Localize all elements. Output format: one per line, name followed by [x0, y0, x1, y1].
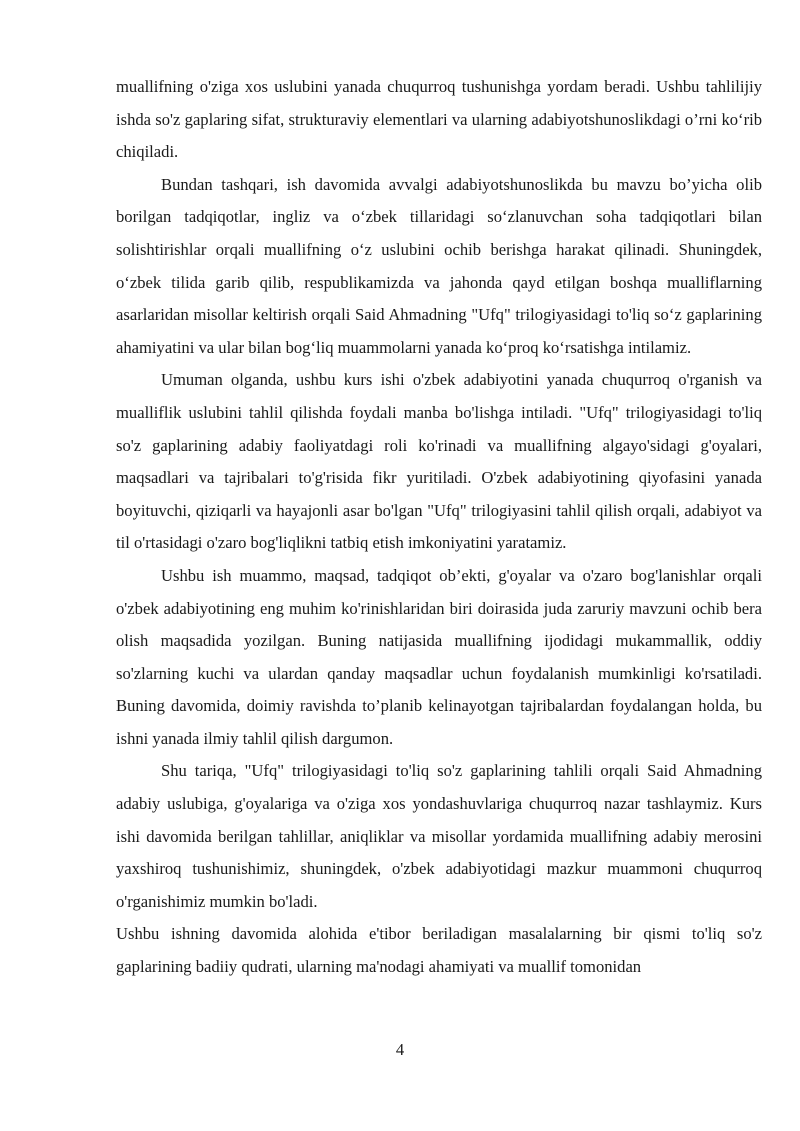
paragraph: Umuman olganda, ushbu kurs ishi o'zbek adabiyotini yanada chuqurroq o'rganish va mualliflik uslubini tahlil qilishda foydali manba bo'lishga intiladi. "Ufq" trilogiyasidagi to'liq so'z gaplarining adabiy faoliyatdagi roli ko'rinadi va muallifning algayo'sidagi g'oyalari, maqsadlari va tajribalari to'g'risida fikr yuritiladi. O'zbek adabiyotining qiyofasini yanada boyituvchi, qiziqarli va hayajonli asar bo'lgan "Ufq" trilogiyasini tahlil qilish orqali, adabiyot va til o'rtasidagi o'zaro bog'liqlikni tatbiq etish imkoniyatini yaratamiz. [116, 370, 762, 553]
paragraph-unindented: Ushbu ishning davomida alohida e'tibor beriladigan masalalarning bir qismi to'liq so'z gaplarining badiiy qudrati, ularning ma'nodagi ahamiyati va muallif tomonidan [116, 924, 762, 977]
paragraph: Ushbu ish muammo, maqsad, tadqiqot ob’ekti, g'oyalar va o'zaro bog'lanishlar orqali o'zbek adabiyotining eng muhim ko'rinishlaridan biri doirasida juda zaruriy mavzuni ochib bera olish maqsadida yozilgan. Buning natijasida muallifning ijodidagi mukammallik, oddiy so'zlarning kuchi va ulardan qanday maqsadlar uchun foydalanish mumkinligi ko'rsatiladi. Buning davomida, doimiy ravishda to’planib kelinayotgan tajribalardan foydalangan holda, bu ishni yanada ilmiy tahlil qilish dargumon. [116, 565, 762, 748]
paragraph-continuation: muallifning o'ziga xos uslubini yanada chuqurroq tushunishga yordam beradi. Ushbu tahlilijiy ishda so'z gaplaring sifat, strukturaviy elementlari va ularning adabiyotshunoslikdagi o’rni ko‘rib chiqiladi. [116, 77, 762, 162]
paragraph: Shu tariqa, "Ufq" trilogiyasidagi to'liq so'z gaplarining tahlili orqali Said Ahmadning adabiy uslubiga, g'oyalariga va o'ziga xos yondashuvlariga chuqurroq nazar tashlaymiz. Kurs ishi davomida berilgan tahlillar, aniqliklar va misollar yordamida muallifning adabiy merosini yaxshiroq tushunishimiz, shuningdek, o'zbek adabiyotidagi mazkur muammoni chuqurroq o'rganishimiz mumkin bo'ladi. [116, 761, 762, 911]
paragraph: Bundan tashqari, ish davomida avvalgi adabiyotshunoslikda bu mavzu bo’yicha olib borilgan tadqiqotlar, ingliz va o‘zbek tillaridagi so‘zlanuvchan soha tadqiqotlari bilan solishtirishlar orqali muallifning o‘z uslubini ochib berishga harakat qilinadi. Shuningdek, o‘zbek tilida garib qilib, respublikamizda va jahonda qayd etilgan boshqa mualliflarning asarlaridan misollar keltirish orqali Said Ahmadning "Ufq" trilogiyasidagi to'liq so‘z gaplarining ahamiyatini va ular bilan bog‘liq muammolarni yanada ko‘proq ko‘rsatishga intilamiz. [116, 174, 762, 357]
body-text [116, 71, 762, 984]
page-number: 4 [395, 1040, 405, 1059]
